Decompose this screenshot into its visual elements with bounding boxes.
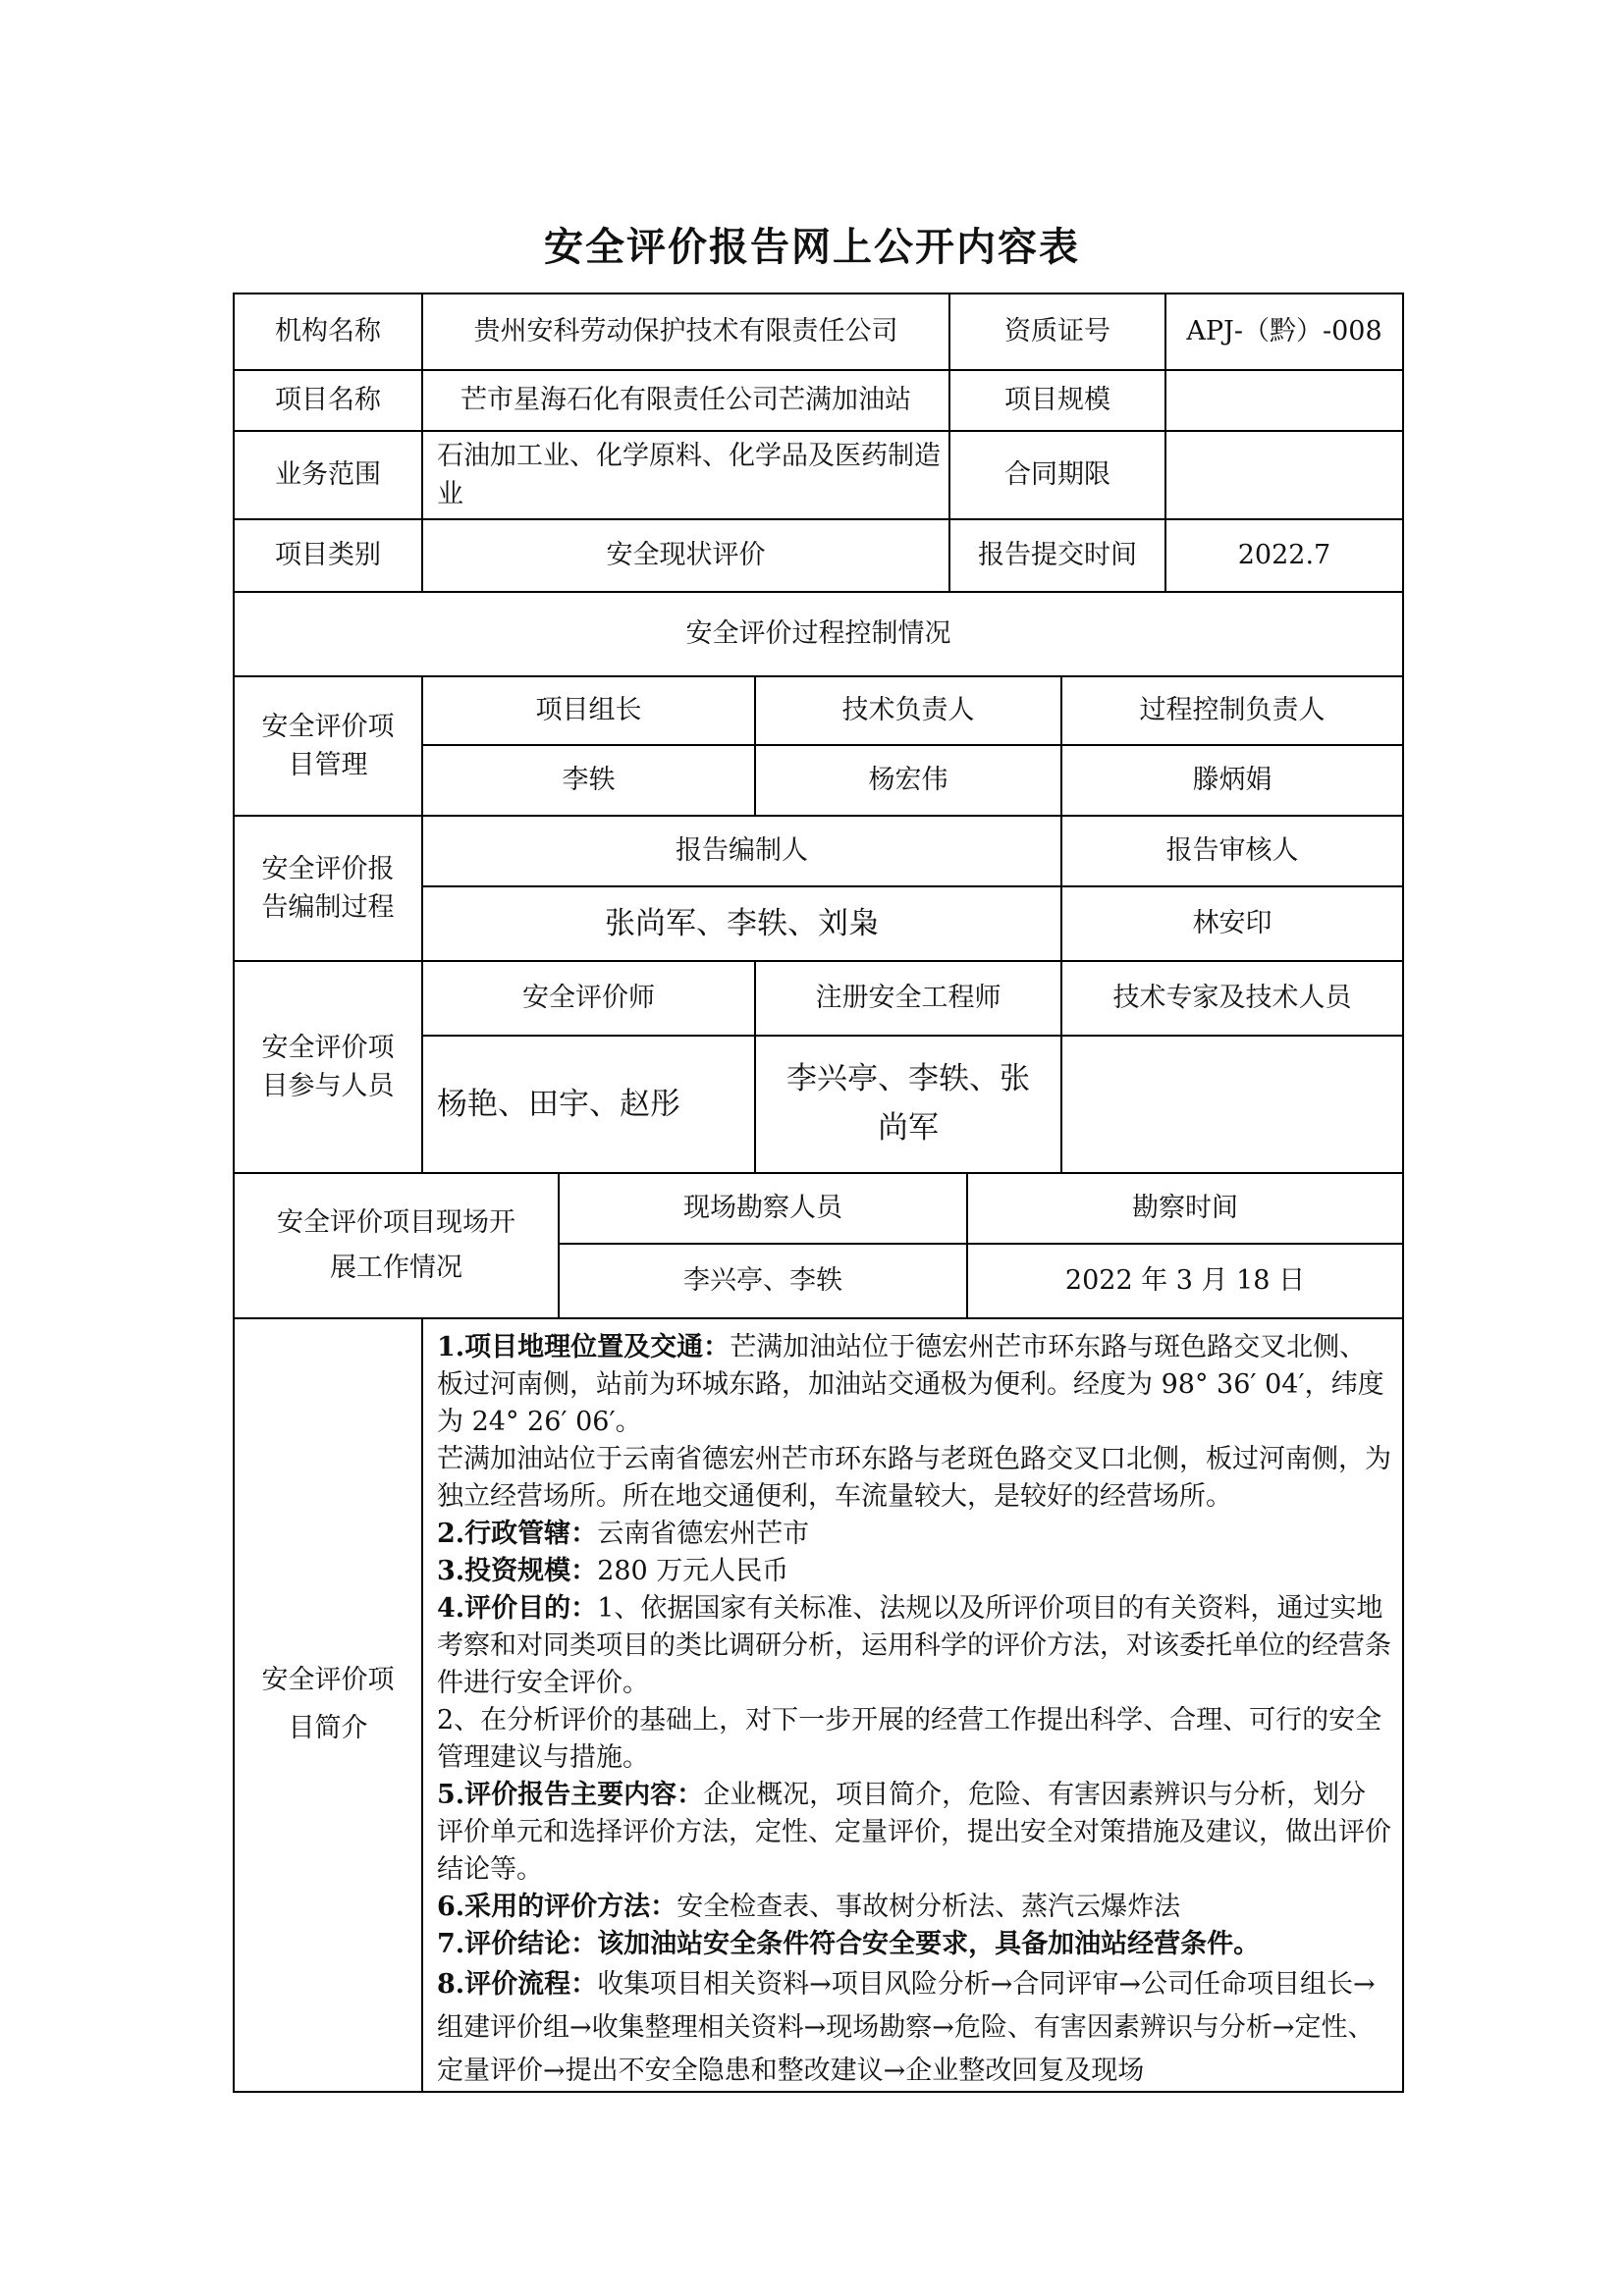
category-label: 项目类别	[233, 518, 423, 593]
management-value-leader: 李轶	[421, 744, 756, 817]
intro-item-head: 3.投资规模：	[437, 1556, 598, 1586]
intro-item-head: 6.采用的评价方法：	[437, 1892, 677, 1922]
contract-label: 合同期限	[948, 430, 1166, 520]
intro-item-text: 280 万元人民币	[597, 1556, 789, 1586]
intro-item-text: 企业概况，项目简介，危险、有害因素辨识与分析，划分评价单元和选择评价方法，定性、定量评价，提出安全对策措施及建议，做出评价结论等。	[437, 1780, 1391, 1885]
intro-label: 安全评价项目简介	[233, 1317, 423, 2093]
intro-item-3	[437, 1553, 1392, 1590]
compilation-header-author: 报告编制人	[421, 815, 1062, 887]
management-header-process: 过程控制负责人	[1060, 675, 1404, 746]
project-label: 项目名称	[233, 369, 423, 432]
intro-item-text: 安全检查表、事故树分析法、蒸汽云爆炸法	[677, 1892, 1181, 1922]
category-value: 安全现状评价	[421, 518, 950, 593]
participants-value-evaluator: 杨艳、田宇、赵彤	[421, 1035, 756, 1174]
submit-value: 2022.7	[1164, 518, 1404, 593]
intro-item-7	[437, 1926, 1392, 1963]
contract-value	[1164, 430, 1404, 520]
participants-header-expert: 技术专家及技术人员	[1060, 960, 1404, 1037]
cert-label: 资质证号	[948, 293, 1166, 371]
business-value: 石油加工业、化学原料、化学品及医药制造业	[421, 430, 950, 520]
site-header-date: 勘察时间	[966, 1172, 1404, 1245]
intro-item-head: 8.评价流程：	[437, 1969, 598, 2000]
intro-item-text: 收集项目相关资料→项目风险分析→合同评审→公司任命项目组长→组建评价组→收集整理相关资料→现场勘察→危险、有害因素辨识与分析→定性、定量评价→提出不安全隐患和整改建议→企业整改回复及现场	[437, 1969, 1376, 2086]
intro-item-2	[437, 1516, 1392, 1553]
intro-item-text: 该加油站安全条件符合安全要求，具备加油站经营条件。	[597, 1929, 1261, 1959]
site-header-inspectors: 现场勘察人员	[558, 1172, 968, 1245]
intro-item-8	[437, 1963, 1392, 2093]
site-value-date: 2022 年 3 月 18 日	[966, 1243, 1404, 1319]
intro-content	[421, 1317, 1404, 2093]
intro-item-text: 芒满加油站位于云南省德宏州芒市环东路与老斑色路交叉口北侧，板过河南侧，为独立经营场所。所在地交通便利，车流量较大，是较好的经营场所。	[437, 1444, 1391, 1512]
participants-value-engineer: 李兴亭、李轶、张尚军	[754, 1035, 1062, 1174]
intro-item-head: 4.评价目的：	[437, 1593, 598, 1624]
site-label: 安全评价项目现场开展工作情况	[233, 1172, 560, 1319]
intro-item-4	[437, 1590, 1392, 1702]
management-value-process: 滕炳娟	[1060, 744, 1404, 817]
intro-item-head: 2.行政管辖：	[437, 1519, 598, 1549]
participants-value-expert	[1060, 1035, 1404, 1174]
participants-label: 安全评价项目参与人员	[233, 960, 423, 1174]
intro-item-1b	[437, 1441, 1392, 1516]
compilation-label: 安全评价报告编制过程	[233, 815, 423, 962]
intro-item-text: 1、依据国家有关标准、法规以及所评价项目的有关资料，通过实地考察和对同类项目的类比调研分析，运用科学的评价方法，对该委托单位的经营条件进行安全评价。	[437, 1593, 1391, 1698]
scale-label: 项目规模	[948, 369, 1166, 432]
cert-value: APJ-（黔）-008	[1164, 293, 1404, 371]
scale-value	[1164, 369, 1404, 432]
intro-item-head: 7.评价结论：	[437, 1929, 598, 1959]
intro-item-head: 5.评价报告主要内容：	[437, 1780, 704, 1810]
intro-items	[437, 1329, 1392, 2093]
management-header-tech: 技术负责人	[754, 675, 1062, 746]
intro-item-text: 芒满加油站位于德宏州芒市环东路与斑色路交叉北侧、板过河南侧，站前为环城东路，加油站交通极为便利。经度为 98° 36′ 04′，纬度为 24° 26′ 06′。	[437, 1332, 1384, 1437]
intro-item-head: 1.项目地理位置及交通：	[437, 1332, 731, 1362]
intro-item-4b	[437, 1702, 1392, 1777]
management-header-leader: 项目组长	[421, 675, 756, 746]
business-label: 业务范围	[233, 430, 423, 520]
org-value: 贵州安科劳动保护技术有限责任公司	[421, 293, 950, 371]
page-title: 安全评价报告网上公开内容表	[544, 225, 1080, 270]
management-value-tech: 杨宏伟	[754, 744, 1062, 817]
compilation-header-reviewer: 报告审核人	[1060, 815, 1404, 887]
process-header: 安全评价过程控制情况	[233, 591, 1404, 677]
compilation-value-author: 张尚军、李轶、刘枭	[421, 885, 1062, 962]
org-label: 机构名称	[233, 293, 423, 371]
management-label: 安全评价项目管理	[233, 675, 423, 817]
participants-header-engineer: 注册安全工程师	[754, 960, 1062, 1037]
site-value-inspectors: 李兴亭、李轶	[558, 1243, 968, 1319]
intro-item-6	[437, 1889, 1392, 1926]
submit-label: 报告提交时间	[948, 518, 1166, 593]
project-value: 芒市星海石化有限责任公司芒满加油站	[421, 369, 950, 432]
intro-item-1	[437, 1329, 1392, 1441]
intro-item-text: 2、在分析评价的基础上，对下一步开展的经营工作提出科学、合理、可行的安全管理建议与措施。	[437, 1705, 1382, 1773]
compilation-value-reviewer: 林安印	[1060, 885, 1404, 962]
intro-item-5	[437, 1777, 1392, 1889]
intro-item-text: 云南省德宏州芒市	[597, 1519, 810, 1549]
participants-header-evaluator: 安全评价师	[421, 960, 756, 1037]
